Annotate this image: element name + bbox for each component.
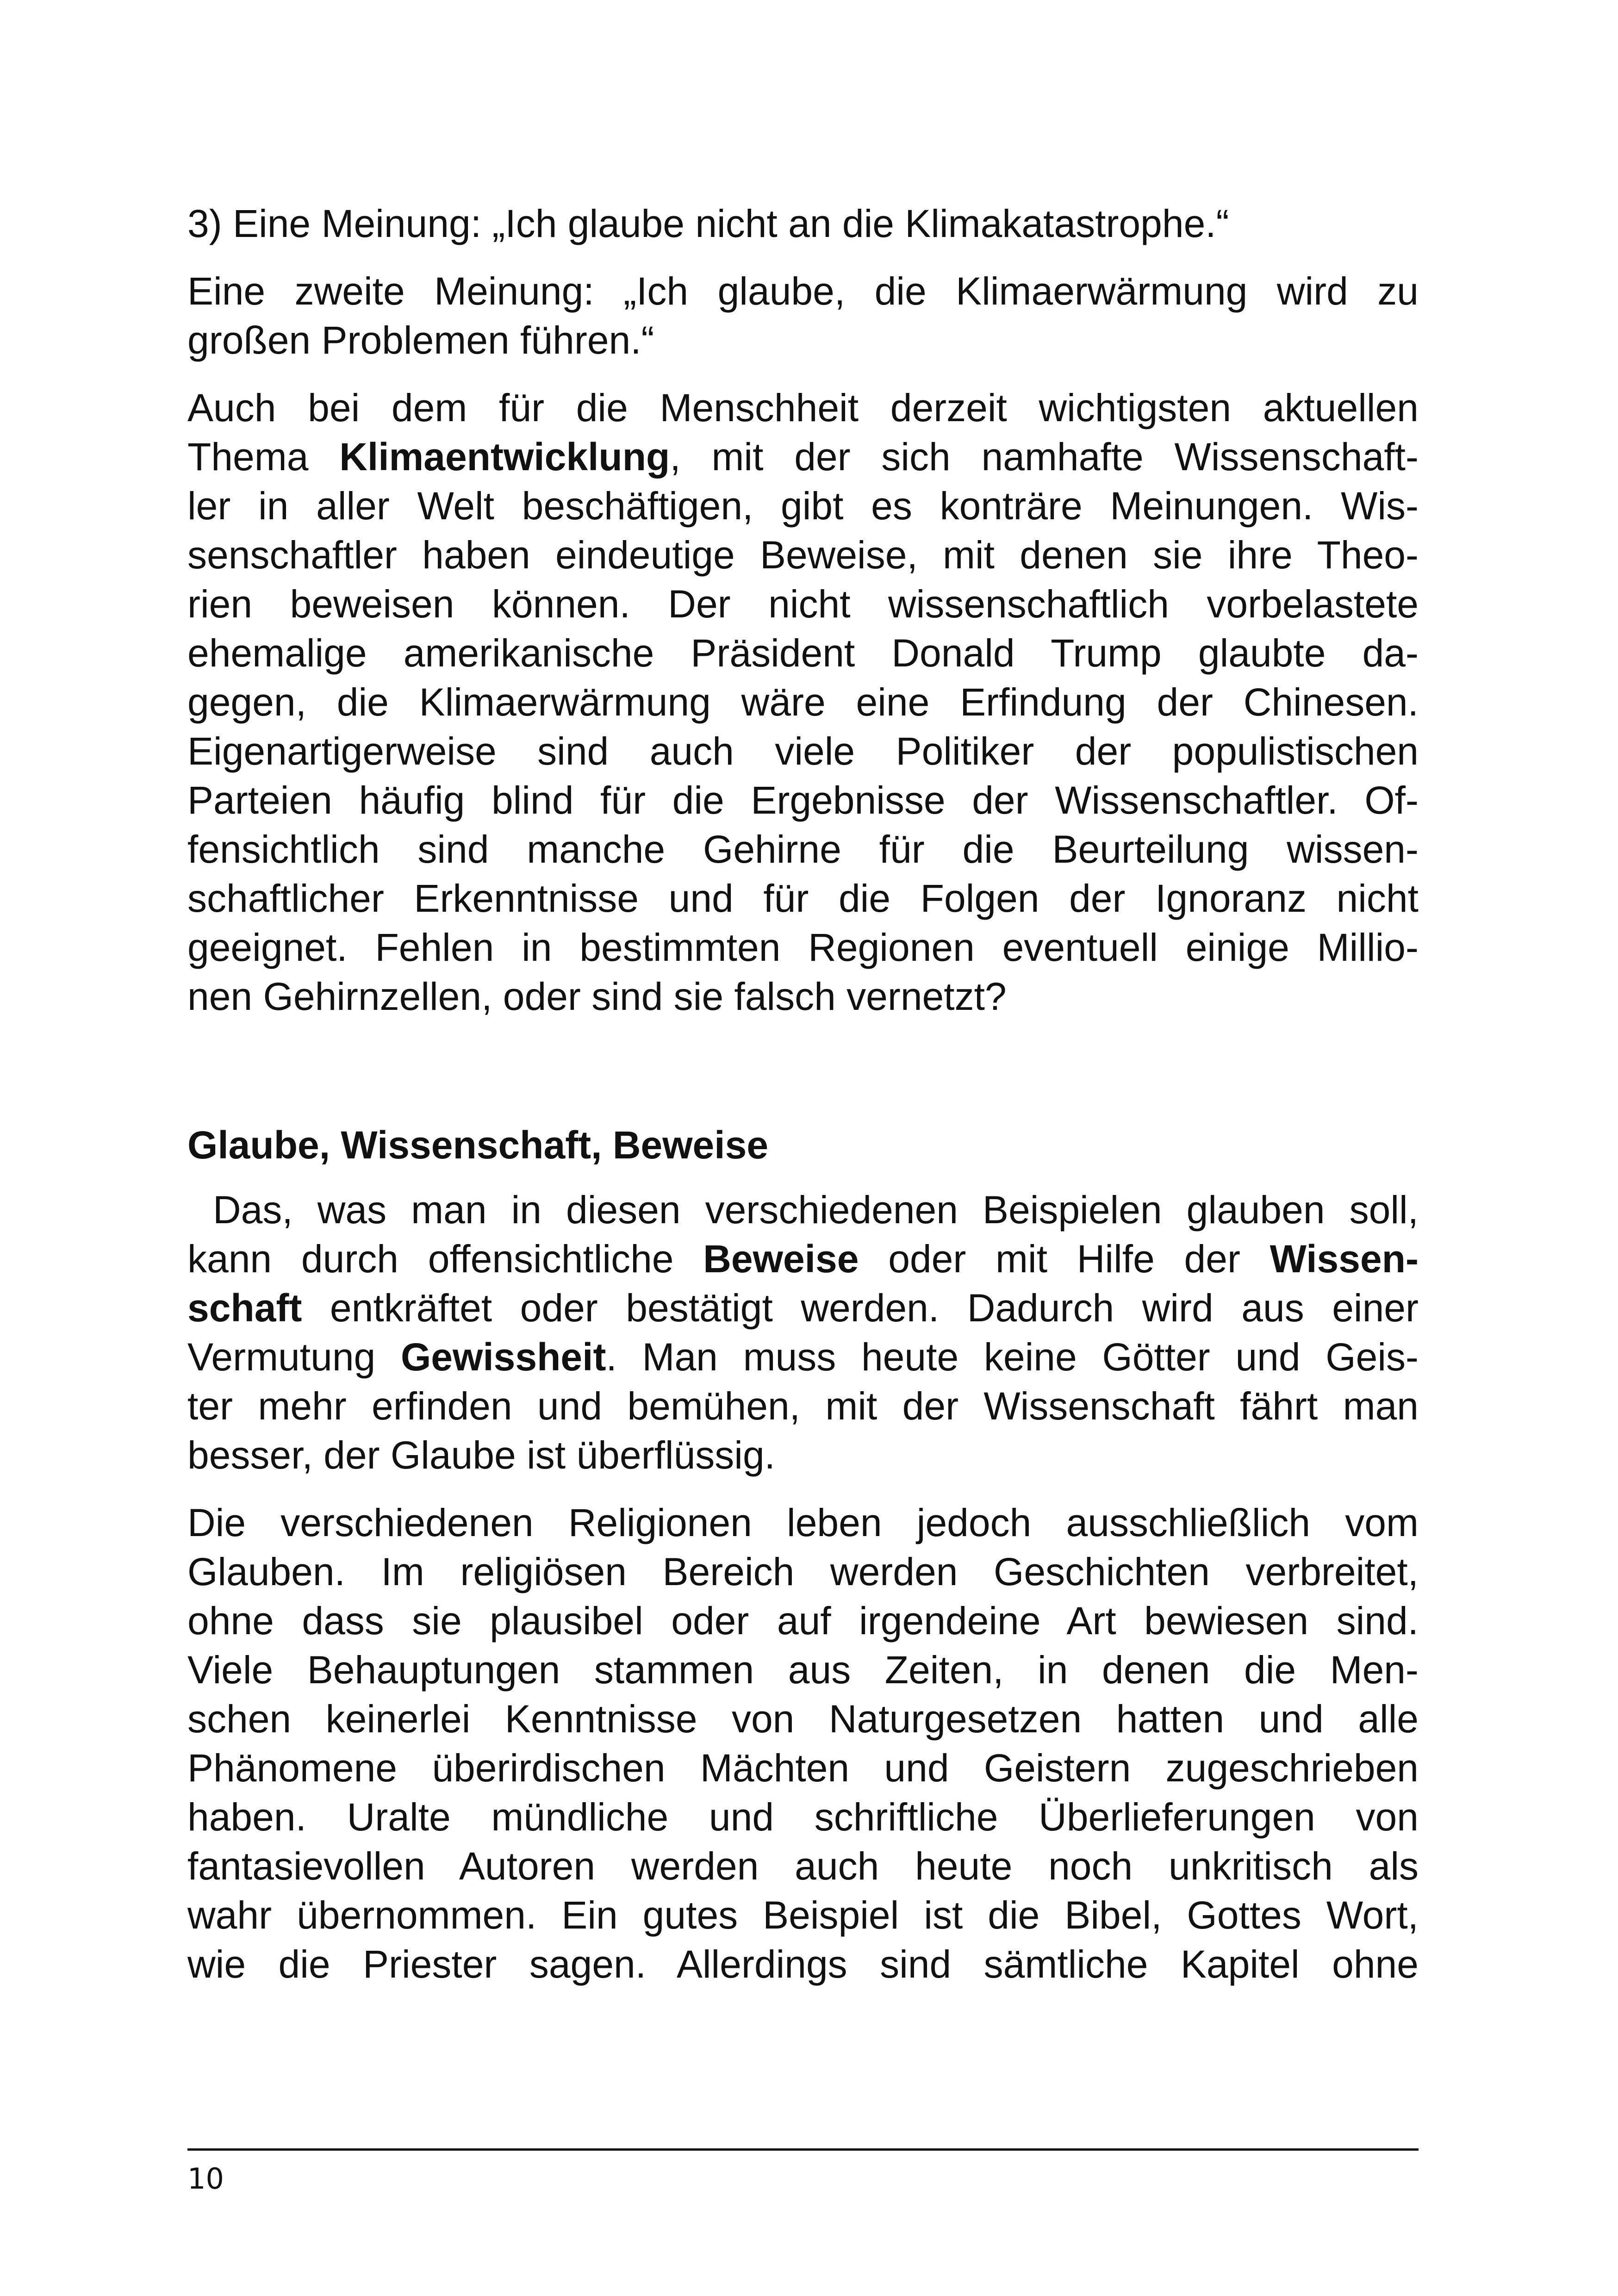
text-line: Phänomene überirdischen Mächten und Geistern zugeschrieben	[187, 1746, 1419, 1790]
page-number: 10	[187, 2162, 224, 2196]
paragraph-opinion-one	[187, 199, 1419, 248]
text-line	[187, 1332, 1419, 1381]
text-line: Eigenartigerweise sind auch viele Politiker der populistischen	[187, 729, 1419, 773]
text-line: senschaftler haben eindeutige Beweise, mit denen sie ihre Theo-	[187, 533, 1419, 577]
bold-term-wissenschaft-part2: schaft	[187, 1286, 302, 1330]
bold-term-beweise: Beweise	[703, 1237, 859, 1281]
text-line: haben. Uralte mündliche und schriftliche Überlieferungen von	[187, 1795, 1419, 1839]
text-line: rien beweisen können. Der nicht wissenschaftlich vorbelastete	[187, 582, 1419, 626]
text-line: ter mehr erfinden und bemühen, mit der Wissenschaft fährt man	[187, 1384, 1419, 1428]
text-line: Parteien häufig blind für die Ergebnisse der Wissenschaftler. Of-	[187, 778, 1419, 822]
text-line: fantasievollen Autoren werden auch heute noch unkritisch als	[187, 1844, 1419, 1888]
footer-divider	[187, 2148, 1419, 2151]
bold-term-wissenschaft-part1: Wissen-	[1270, 1237, 1419, 1281]
text-line: Das, was man in diesen verschiedenen Beispielen glauben soll,	[213, 1188, 1419, 1232]
text-line: Auch bei dem für die Menschheit derzeit wichtigsten aktuellen	[187, 386, 1419, 429]
text-line: wie die Priester sagen. Allerdings sind sämtliche Kapitel ohne	[187, 1942, 1419, 1986]
paragraph-religion	[187, 1498, 1419, 1989]
text-line: schaftlicher Erkenntnisse und für die Folgen der Ignoranz nicht	[187, 877, 1419, 920]
text-line	[187, 1283, 1419, 1332]
text-line: 3) Eine Meinung: „Ich glaube nicht an die Klimakatastrophe.“	[187, 202, 1229, 245]
paragraph-climate	[187, 383, 1419, 1021]
text-segment: entkräftet oder bestätigt werden. Dadurch wird aus einer	[302, 1286, 1419, 1330]
text-line: Eine zweite Meinung: „Ich glaube, die Klimaerwärmung wird zu	[187, 269, 1419, 313]
page-body	[187, 199, 1419, 2007]
paragraph-opinion-two	[187, 267, 1419, 365]
text-segment: Thema	[187, 435, 340, 479]
text-line: ler in aller Welt beschäftigen, gibt es konträre Meinungen. Wis-	[187, 484, 1419, 528]
text-line: Die verschiedenen Religionen leben jedoch ausschließlich vom	[187, 1501, 1419, 1544]
text-line: geeignet. Fehlen in bestimmten Regionen eventuell einige Millio-	[187, 926, 1419, 969]
text-segment: kann durch offensichtliche	[187, 1237, 703, 1281]
bold-term-klimaentwicklung: Klimaentwicklung	[339, 435, 670, 479]
text-segment: , mit der sich namhafte Wissenschaft-	[670, 435, 1419, 479]
text-line: fensichtlich sind manche Gehirne für die Beurteilung wissen-	[187, 828, 1419, 871]
paragraph-evidence	[187, 1185, 1419, 1480]
text-line	[187, 1234, 1419, 1283]
text-line: gegen, die Klimaerwärmung wäre eine Erfindung der Chinesen.	[187, 680, 1419, 724]
text-line: großen Problemen führen.“	[187, 318, 654, 362]
text-line	[187, 432, 1419, 481]
text-line: besser, der Glaube ist überflüssig.	[187, 1433, 776, 1477]
text-line: Glauben. Im religiösen Bereich werden Geschichten verbreitet,	[187, 1550, 1419, 1593]
text-line: wahr übernommen. Ein gutes Beispiel ist die Bibel, Gottes Wort,	[187, 1893, 1419, 1937]
text-line: ehemalige amerikanische Präsident Donald Trump glaubte da-	[187, 631, 1419, 675]
bold-term-gewissheit: Gewissheit	[400, 1335, 606, 1379]
section-heading: Glaube, Wissenschaft, Beweise	[187, 1123, 769, 1167]
text-line: nen Gehirnzellen, oder sind sie falsch vernetzt?	[187, 975, 1007, 1018]
text-line: schen keinerlei Kenntnisse von Naturgesetzen hatten und alle	[187, 1697, 1419, 1741]
text-segment: . Man muss heute keine Götter und Geis-	[606, 1335, 1419, 1379]
text-segment: oder mit Hilfe der	[859, 1237, 1270, 1281]
text-segment: Vermutung	[187, 1335, 401, 1379]
text-line: Viele Behauptungen stammen aus Zeiten, in denen die Men-	[187, 1648, 1419, 1692]
text-line: ohne dass sie plausibel oder auf irgendeine Art bewiesen sind.	[187, 1599, 1419, 1643]
